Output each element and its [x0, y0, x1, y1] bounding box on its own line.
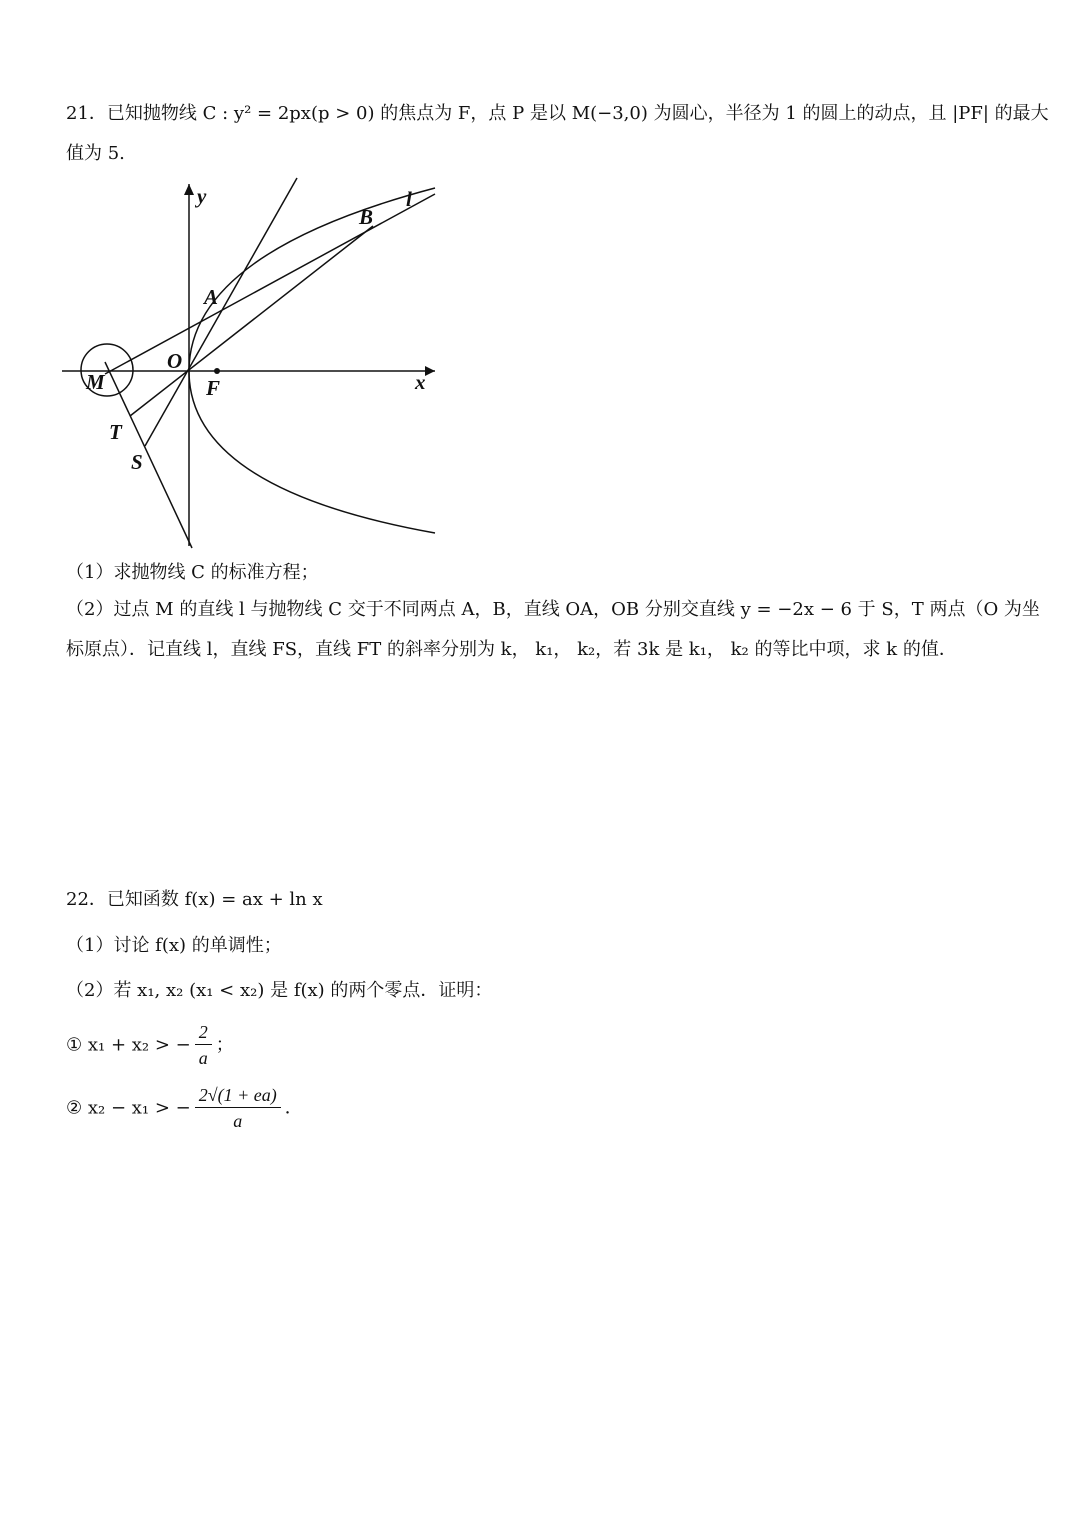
- label-s: S: [131, 450, 143, 474]
- q22-item1-denominator: a: [198, 1048, 208, 1068]
- q22-item2: [66, 1083, 303, 1134]
- q22-item2-prefix: ② x₂ − x₁ > −: [66, 1097, 191, 1119]
- label-a: A: [204, 285, 219, 309]
- q21-stem-line2: 值为 5.: [66, 143, 125, 164]
- label-l: l: [406, 187, 412, 211]
- q22-item1-numerator: 2: [195, 1020, 212, 1045]
- q22-item2-denominator: a: [233, 1111, 243, 1131]
- line-oa: [145, 178, 297, 446]
- q22-item2-numerator: 2√(1 + ea): [195, 1083, 281, 1108]
- q21-figure: [60, 176, 440, 551]
- q22-part2: （2）若 x₁, x₂ (x₁ < x₂) 是 f(x) 的两个零点．证明：: [66, 980, 493, 1001]
- line-l: [105, 194, 435, 374]
- label-m: M: [86, 370, 105, 394]
- q22-item1-prefix: ① x₁ + x₂ > −: [66, 1034, 191, 1056]
- label-b: B: [359, 205, 374, 229]
- label-t: T: [109, 420, 122, 444]
- label-y: y: [197, 184, 207, 208]
- q22-item1: [66, 1020, 234, 1071]
- parabola-curve: [189, 188, 435, 533]
- focus-point: [214, 368, 220, 374]
- parabola-diagram: [60, 176, 440, 551]
- q22-item2-suffix: ．: [284, 1097, 303, 1119]
- label-x: x: [415, 370, 426, 394]
- x-axis-arrow: [425, 366, 435, 376]
- line-ob: [130, 226, 373, 416]
- q22-stem: 22．已知函数 f(x) = ax + ln x: [66, 889, 323, 910]
- q21-part2-line2: 标原点）．记直线 l，直线 FS，直线 FT 的斜率分别为 k， k₁， k₂，若 3k 是 k₁， k₂ 的等比中项，求 k 的值．: [66, 639, 957, 660]
- q22-item1-fraction: [195, 1020, 212, 1071]
- label-f: F: [206, 376, 221, 400]
- q22-part1: （1）讨论 f(x) 的单调性；: [66, 935, 282, 956]
- q22-item1-suffix: ；: [215, 1034, 234, 1056]
- q22-item2-fraction: [195, 1083, 281, 1134]
- line-y-eq-neg2x-6: [105, 362, 192, 548]
- q21-part1: （1）求抛物线 C 的标准方程；: [66, 562, 319, 583]
- label-o: O: [167, 349, 183, 373]
- q21-stem-line1: 21．已知抛物线 C : y² = 2px(p > 0) 的焦点为 F，点 P 是以 M(−3,0) 为圆心，半径为 1 的圆上的动点，且 |PF| 的最大: [66, 103, 1049, 124]
- q21-part2-line1: （2）过点 M 的直线 l 与抛物线 C 交于不同两点 A，B，直线 OA，OB 分别交直线 y = −2x − 6 于 S，T 两点（O 为坐: [66, 599, 1040, 620]
- y-axis-arrow: [184, 184, 194, 195]
